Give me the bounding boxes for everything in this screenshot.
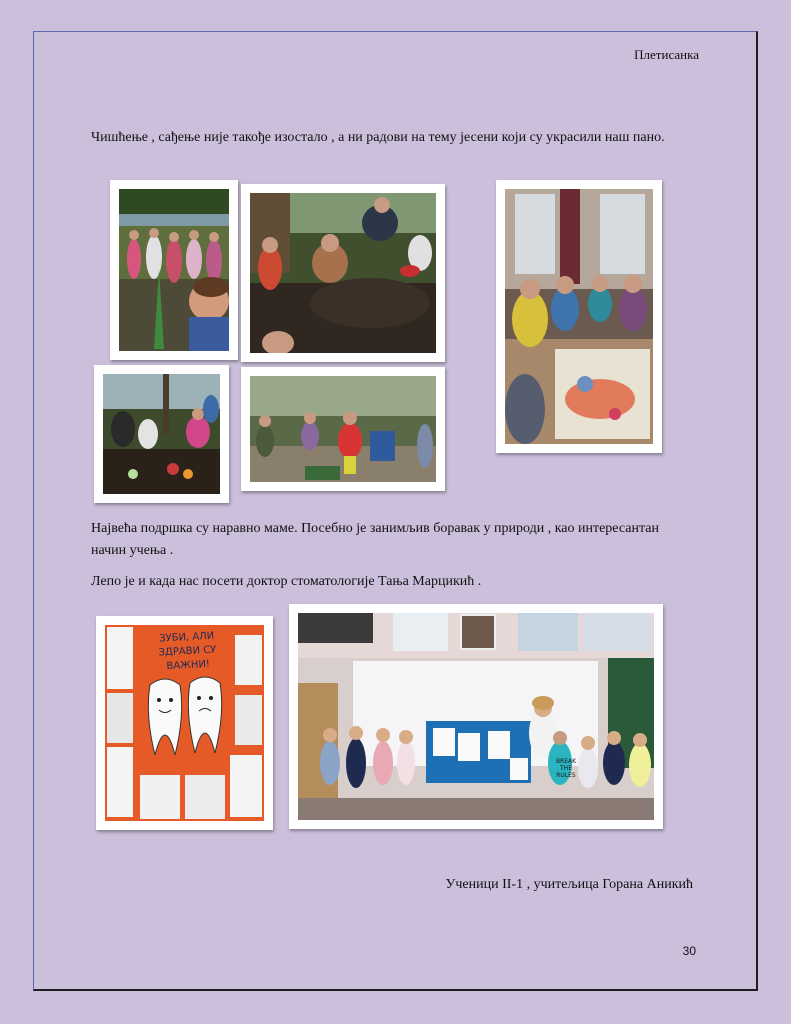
photo-flower-bed	[94, 365, 229, 503]
paragraph-dentist-visit: Лепо је и када нас посети доктор стоматологије Тања Марцикић .	[91, 574, 482, 589]
page-frame	[33, 31, 758, 991]
photo-garden-walk	[241, 367, 445, 491]
photo-class-with-dentist	[289, 604, 663, 829]
paragraph-cleaning: Чишћење , сађење није такође изостало , а ни радови на тему јесени који су украсили наш пано.	[91, 130, 665, 145]
paragraph-mothers-support: Највећа подршка су наравно маме. Посебно је занимљив боравак у природи , као интересантан начин учења .	[91, 521, 659, 558]
poster-heading: ЗУБИ, АЛИ ЗДРАВИ СУ ВАЖНИ!	[158, 630, 217, 673]
header-title: Плетисанка	[634, 47, 699, 62]
footer-signature: Ученици II-1 , учитељица Горана Аникић	[445, 877, 693, 892]
photo-classroom-painting	[496, 180, 662, 453]
photo-children-river	[110, 180, 238, 360]
shirt-text: BREAK THE RULES	[555, 758, 577, 779]
page-number: 30	[682, 944, 696, 958]
photo-planting-soil	[241, 184, 445, 362]
photo-teeth-poster	[96, 616, 273, 830]
